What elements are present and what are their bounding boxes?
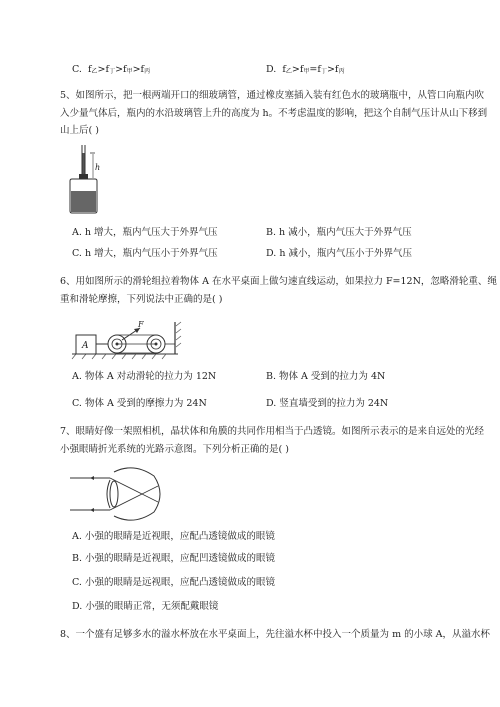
q5-stem-line-1: 5、如图所示，把一根两端开口的细玻璃管，通过橡皮塞插入装有红色水的玻璃瓶中，从管口向瓶内吹 [60, 90, 485, 101]
q5-option-c: C. h 增大，瓶内气压小于外界气压 [72, 248, 218, 259]
q7-stem-line-1: 7、眼睛好像一架照相机，晶状体和角膜的共同作用相当于凸透镜。如图所示表示的是来自远处的光经 [60, 426, 485, 437]
q7-stem-line-2: 小强眼睛折光系统的光路示意图。下列分析正确的是( ) [60, 444, 289, 455]
barometer-bottle-figure [62, 143, 112, 215]
q4-option-c: C. $f_乙>f_丁>f_甲>f_丙$ [72, 64, 151, 75]
q6-option-b: B. 物体 A 受到的拉力为 4N [266, 371, 386, 382]
q7-option-d: D. 小强的眼睛正常，无须配戴眼镜 [72, 601, 219, 612]
q6-option-c: C. 物体 A 受到的摩擦力为 24N [72, 398, 207, 409]
q6-stem-line-2: 重和滑轮摩擦，下列说法中正确的是( ) [60, 294, 223, 305]
force-f-label: F [138, 320, 144, 329]
eye-light-path-figure [70, 466, 168, 522]
q5-option-a: A. h 增大，瓶内气压大于外界气压 [72, 227, 218, 238]
q8-stem-line-1: 8、一个盛有足够多水的溢水杯放在水平桌面上，先往溢水杯中投入一个质量为 m 的小球 A，从溢水杯 [60, 629, 490, 640]
q6-option-d: D. 竖直墙受到的拉力为 24N [266, 398, 389, 409]
height-label: h [95, 163, 101, 172]
q6-option-a: A. 物体 A 对动滑轮的拉力为 12N [72, 371, 217, 382]
q5-stem-line-2: 入少量气体后，瓶内的水沿玻璃管上升的高度为 h。不考虑温度的影响，把这个自制气压计从山下移到 [60, 108, 488, 119]
q5-option-d: D. h 减小，瓶内气压小于外界气压 [266, 248, 412, 259]
block-a-label: A [82, 341, 89, 351]
pulley-system-figure [72, 320, 184, 360]
q7-option-a: A. 小强的眼睛是近视眼，应配凸透镜做成的眼镜 [72, 531, 275, 542]
q7-option-b: B. 小强的眼睛是近视眼，应配凹透镜做成的眼镜 [72, 553, 276, 564]
q7-option-c: C. 小强的眼睛是远视眼，应配凸透镜做成的眼镜 [72, 577, 275, 588]
q6-stem-line-1: 6、用如图所示的滑轮组拉着物体 A 在水平桌面上做匀速直线运动，如果拉力 F=12N，忽略滑轮重、绳 [60, 276, 497, 287]
q5-option-b: B. h 减小，瓶内气压大于外界气压 [266, 227, 412, 238]
q4-option-d: D. $f_乙>f_甲=f_丁>f_丙$ [266, 64, 345, 75]
q5-stem-line-3: 山上后( ) [60, 125, 99, 136]
